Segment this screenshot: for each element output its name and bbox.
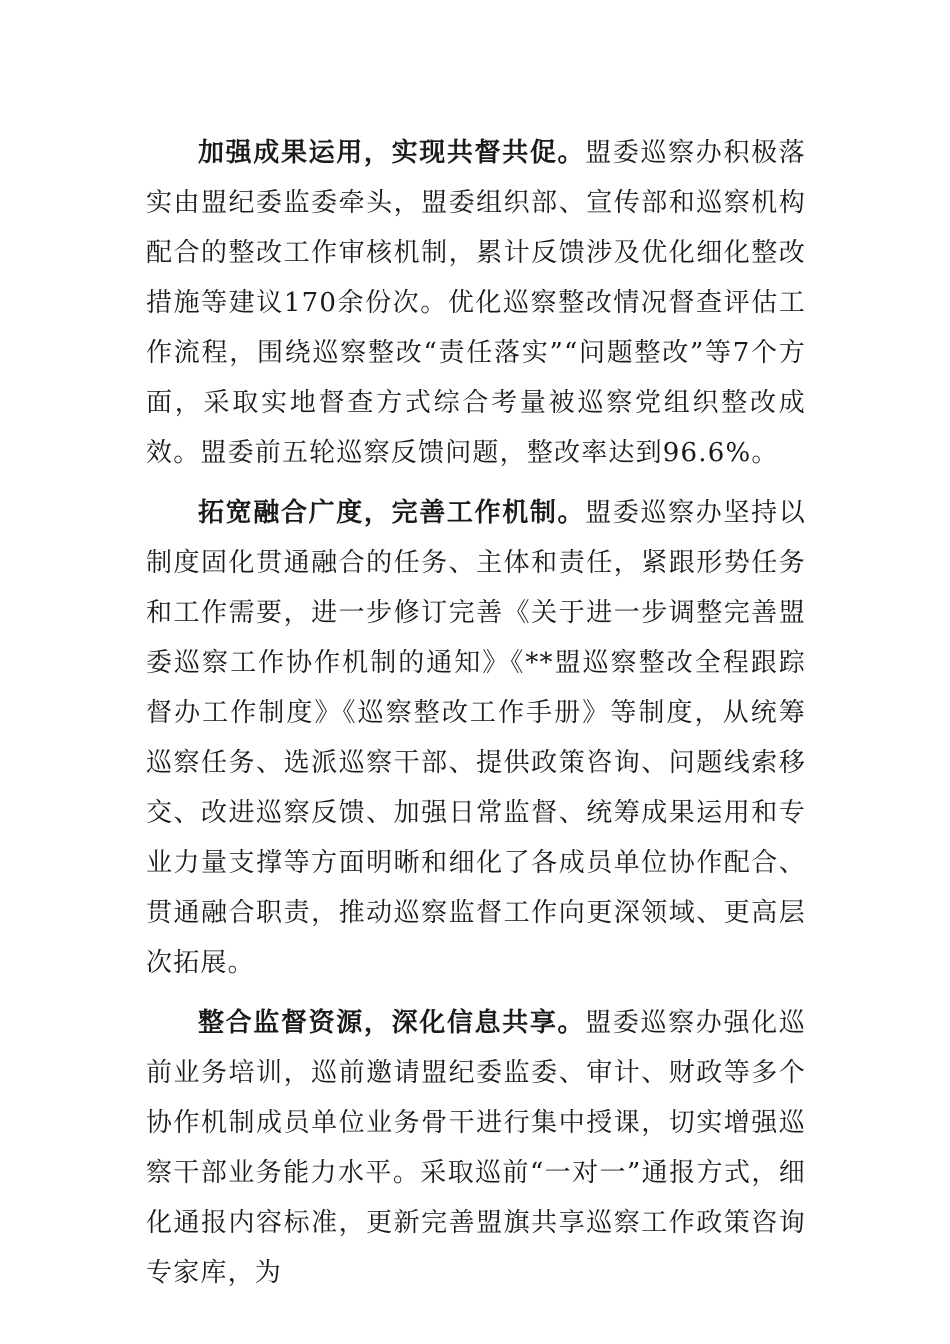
paragraph-heading: 加强成果运用，实现共督共促。 — [198, 138, 586, 168]
paragraph-body: 盟委巡察办强化巡前业务培训，巡前邀请盟纪委监委、审计、财政等多个协作机制成员单位业务骨干进行集中授课，切实增强巡察干部业务能力水平。采取巡前“一对一”通报方式，细化通报内容标准，更新完善盟旗共享巡察工作政策咨询专家库，为 — [146, 1008, 806, 1288]
document-page — [146, 128, 806, 1308]
paragraph-work-mechanism — [146, 488, 806, 988]
paragraph-results-application — [146, 128, 806, 478]
paragraph-heading: 拓宽融合广度，完善工作机制。 — [198, 498, 586, 528]
paragraph-information-sharing — [146, 998, 806, 1298]
paragraph-heading: 整合监督资源，深化信息共享。 — [198, 1008, 586, 1038]
paragraph-body: 盟委巡察办坚持以制度固化贯通融合的任务、主体和责任，紧跟形势任务和工作需要，进一步修订完善《关于进一步调整完善盟委巡察工作协作机制的通知》《**盟巡察整改全程跟踪督办工作制度》《巡察整改工作手册》等制度，从统筹巡察任务、选派巡察干部、提供政策咨询、问题线索移交、改进巡察反馈、加强日常监督、统筹成果运用和专业力量支撑等方面明晰和细化了各成员单位协作配合、贯通融合职责，推动巡察监督工作向更深领域、更高层次拓展。 — [146, 498, 806, 978]
paragraph-body: 盟委巡察办积极落实由盟纪委监委牵头，盟委组织部、宣传部和巡察机构配合的整改工作审核机制，累计反馈涉及优化细化整改措施等建议170余份次。优化巡察整改情况督查评估工作流程，围绕巡察整改“责任落实”“问题整改”等7个方面，采取实地督查方式综合考量被巡察党组织整改成效。盟委前五轮巡察反馈问题，整改率达到96.6%。 — [146, 138, 806, 468]
